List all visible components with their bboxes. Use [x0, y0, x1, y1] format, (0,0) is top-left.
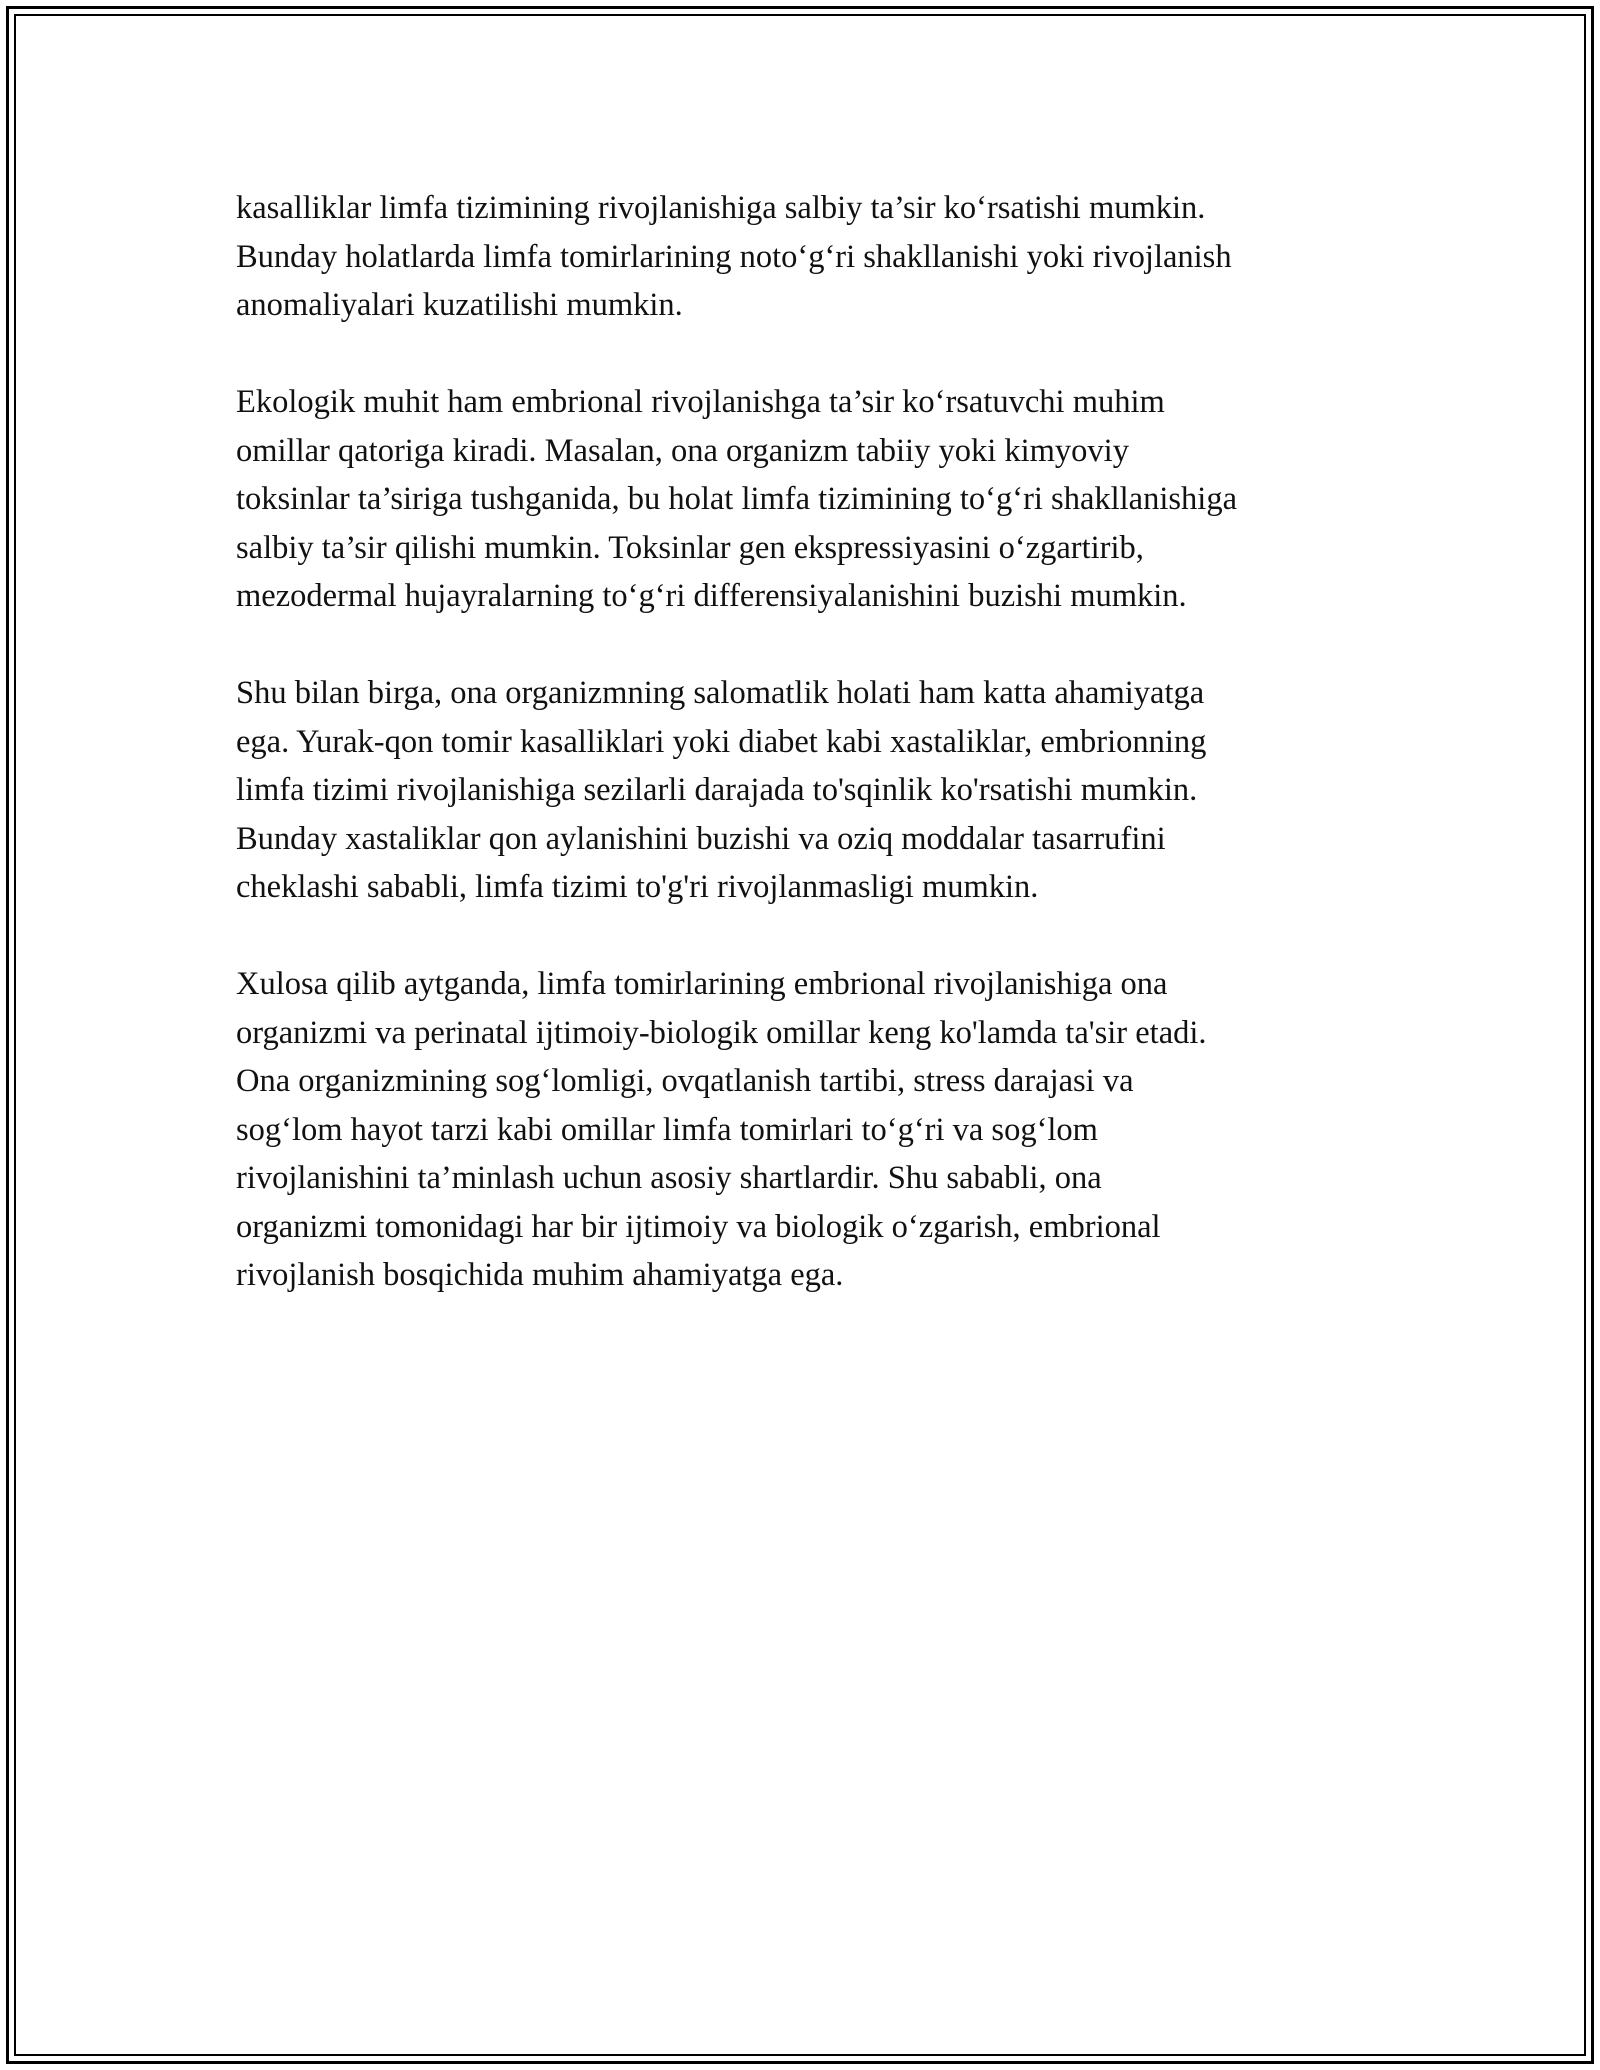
text-line: omillar qatoriga kiradi. Masalan, ona organizm tabiiy yoki kimyoviy: [236, 432, 1129, 469]
paragraph-4: [236, 960, 1376, 1300]
text-line: toksinlar ta’siriga tushganida, bu holat limfa tizimining to‘g‘ri shakllanishiga: [236, 481, 1237, 517]
text-line: Bunday xastaliklar qon aylanishini buzishi va oziq moddalar tasarrufini: [236, 820, 1166, 857]
text-line: Bunday holatlarda limfa tomirlarining noto‘g‘ri shakllanishi yoki rivojlanish: [236, 238, 1232, 275]
document-body: [236, 184, 1376, 1348]
text-line: organizmi va perinatal ijtimoiy-biologik omillar keng ko'lamda ta'sir etadi.: [236, 1014, 1207, 1051]
text-line: Shu bilan birga, ona organizmning salomatlik holati ham katta ahamiyatga: [236, 675, 1205, 711]
text-line: rivojlanishini ta’minlash uchun asosiy shartlardir. Shu sababli, ona: [236, 1160, 1102, 1196]
text-line: limfa tizimi rivojlanishiga sezilarli darajada to'sqinlik ko'rsatishi mumkin.: [236, 772, 1198, 808]
text-line: sog‘lom hayot tarzi kabi omillar limfa tomirlari to‘g‘ri va sog‘lom: [236, 1111, 1098, 1148]
text-line: kasalliklar limfa tizimining rivojlanishiga salbiy ta’sir ko‘rsatishi mumkin.: [236, 190, 1206, 226]
text-line: mezodermal hujayralarning to‘g‘ri differensiyalanishini buzishi mumkin.: [236, 578, 1187, 614]
text-line: cheklashi sababli, limfa tizimi to'g'ri rivojlanmasligi mumkin.: [236, 869, 1039, 905]
paragraph-2: [236, 378, 1376, 621]
text-line: Ekologik muhit ham embrional rivojlanishga ta’sir ko‘rsatuvchi muhim: [236, 384, 1165, 420]
text-line: Xulosa qilib aytganda, limfa tomirlarining embrional rivojlanishiga ona: [236, 966, 1168, 1002]
paragraph-1: [236, 184, 1376, 330]
text-line: anomaliyalari kuzatilishi mumkin.: [236, 287, 683, 323]
text-line: Ona organizmining sog‘lomligi, ovqatlanish tartibi, stress darajasi va: [236, 1063, 1134, 1099]
text-line: organizmi tomonidagi har bir ijtimoiy va biologik o‘zgarish, embrional: [236, 1208, 1161, 1245]
text-line: salbiy ta’sir qilishi mumkin. Toksinlar gen ekspressiyasini o‘zgartirib,: [236, 529, 1144, 566]
text-line: ega. Yurak-qon tomir kasalliklari yoki diabet kabi xastaliklar, embrionning: [236, 723, 1207, 760]
text-line: rivojlanish bosqichida muhim ahamiyatga ega.: [236, 1257, 844, 1293]
paragraph-3: [236, 669, 1376, 912]
